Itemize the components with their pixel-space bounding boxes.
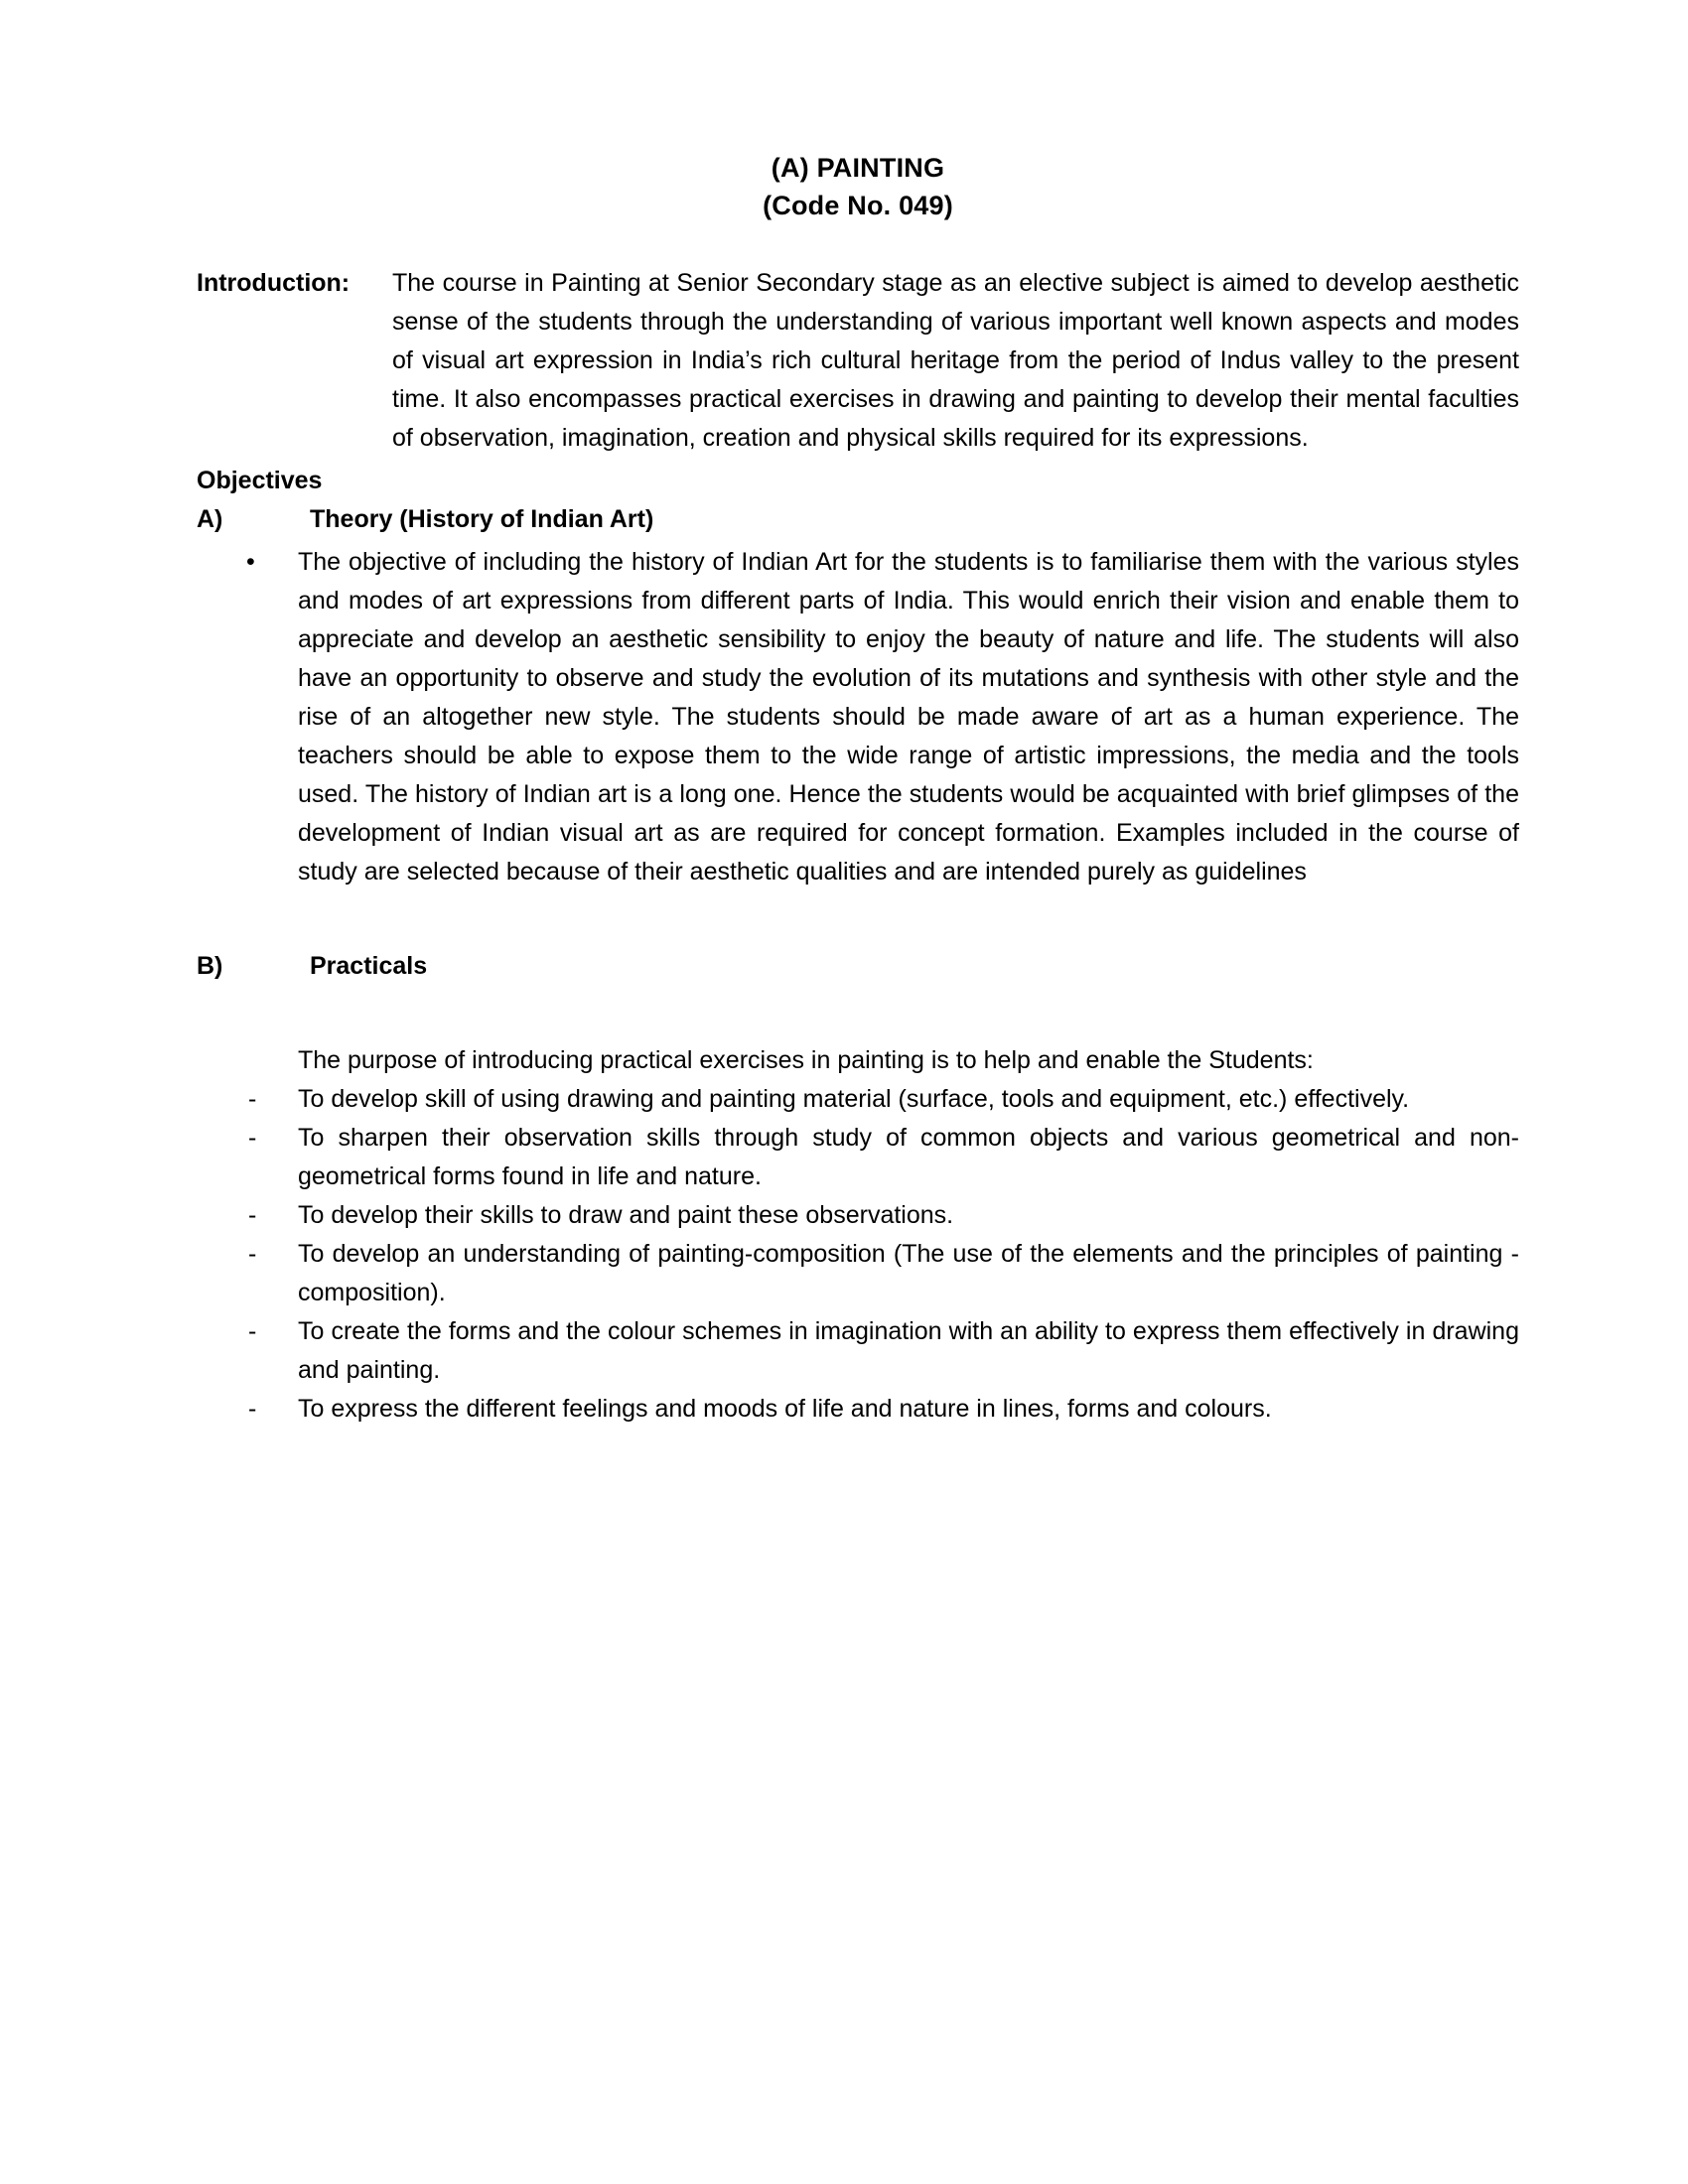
section-b-title: Practicals: [310, 952, 428, 980]
page-subtitle-code: (Code No. 049): [763, 191, 953, 220]
dash-icon: -: [248, 1201, 257, 1229]
section-gap: [197, 891, 1519, 947]
list-item-text: To develop an understanding of painting-composition (The use of the elements and the principles of painting -composition).: [298, 1240, 1519, 1306]
section-a-marker: A): [197, 505, 223, 533]
list-item-text: To sharpen their observation skills through study of common objects and various geometrical and non-geometrical forms found in life and nature.: [298, 1124, 1519, 1190]
document-content: [197, 149, 1519, 1429]
section-b-marker: B): [197, 952, 223, 980]
introduction-text: The course in Painting at Senior Secondary stage as an elective subject is aimed to develop aesthetic sense of the students through the understanding of various important well known aspects and modes of visual art expression in India’s rich cultural heritage from the period of Indus valley to the present time. It also encompasses practical exercises in drawing and painting to develop their mental faculties of observation, imagination, creation and physical skills required for its expressions.: [392, 269, 1519, 452]
list-item: [197, 1196, 1519, 1235]
section-b-heading: [197, 947, 1519, 986]
section-a-bullet: [197, 543, 1519, 891]
list-item: [197, 1235, 1519, 1312]
bullet-icon: •: [246, 548, 255, 576]
practicals-list: [197, 1080, 1519, 1429]
dash-icon: -: [248, 1240, 257, 1268]
objectives-heading: Objectives: [197, 467, 323, 494]
dash-icon: -: [248, 1395, 257, 1423]
section-a-title: Theory (History of Indian Art): [310, 505, 654, 533]
page-title: (A) PAINTING: [771, 153, 945, 183]
list-item: [197, 1119, 1519, 1196]
list-item: [197, 1390, 1519, 1429]
dash-icon: -: [248, 1124, 257, 1152]
dash-icon: -: [248, 1085, 257, 1113]
introduction-section: [197, 264, 1519, 458]
document-title-block: [197, 149, 1519, 224]
list-item: [197, 1312, 1519, 1390]
dash-icon: -: [248, 1317, 257, 1345]
list-item: [197, 1080, 1519, 1119]
section-a-heading: [197, 500, 1519, 539]
list-item-text: To create the forms and the colour schemes in imagination with an ability to express them effectively in drawing and painting.: [298, 1317, 1519, 1384]
practicals-gap: [197, 986, 1519, 1041]
practicals-intro-text: The purpose of introducing practical exercises in painting is to help and enable the Students:: [298, 1046, 1314, 1074]
section-a-bullet-text: The objective of including the history of Indian Art for the students is to familiarise them with the various styles and modes of art expressions from different parts of India. This would enrich their vision and enable them to appreciate and develop an aesthetic sensibility to enjoy the beauty of nature and life. The students will also have an opportunity to observe and study the evolution of its mutations and synthesis with other style and the rise of an altogether new style. The students should be made aware of art as a human experience. The teachers should be able to expose them to the wide range of artistic impressions, the media and the tools used. The history of Indian art is a long one. Hence the students would be acquainted with brief glimpses of the development of Indian visual art as are required for concept formation. Examples included in the course of study are selected because of their aesthetic qualities and are intended purely as guidelines: [298, 548, 1519, 886]
list-item-text: To express the different feelings and moods of life and nature in lines, forms and colours.: [298, 1395, 1272, 1423]
list-item-text: To develop skill of using drawing and painting material (surface, tools and equipment, etc.) effectively.: [298, 1085, 1410, 1113]
list-item-text: To develop their skills to draw and paint these observations.: [298, 1201, 954, 1229]
introduction-label: Introduction:: [197, 269, 351, 297]
